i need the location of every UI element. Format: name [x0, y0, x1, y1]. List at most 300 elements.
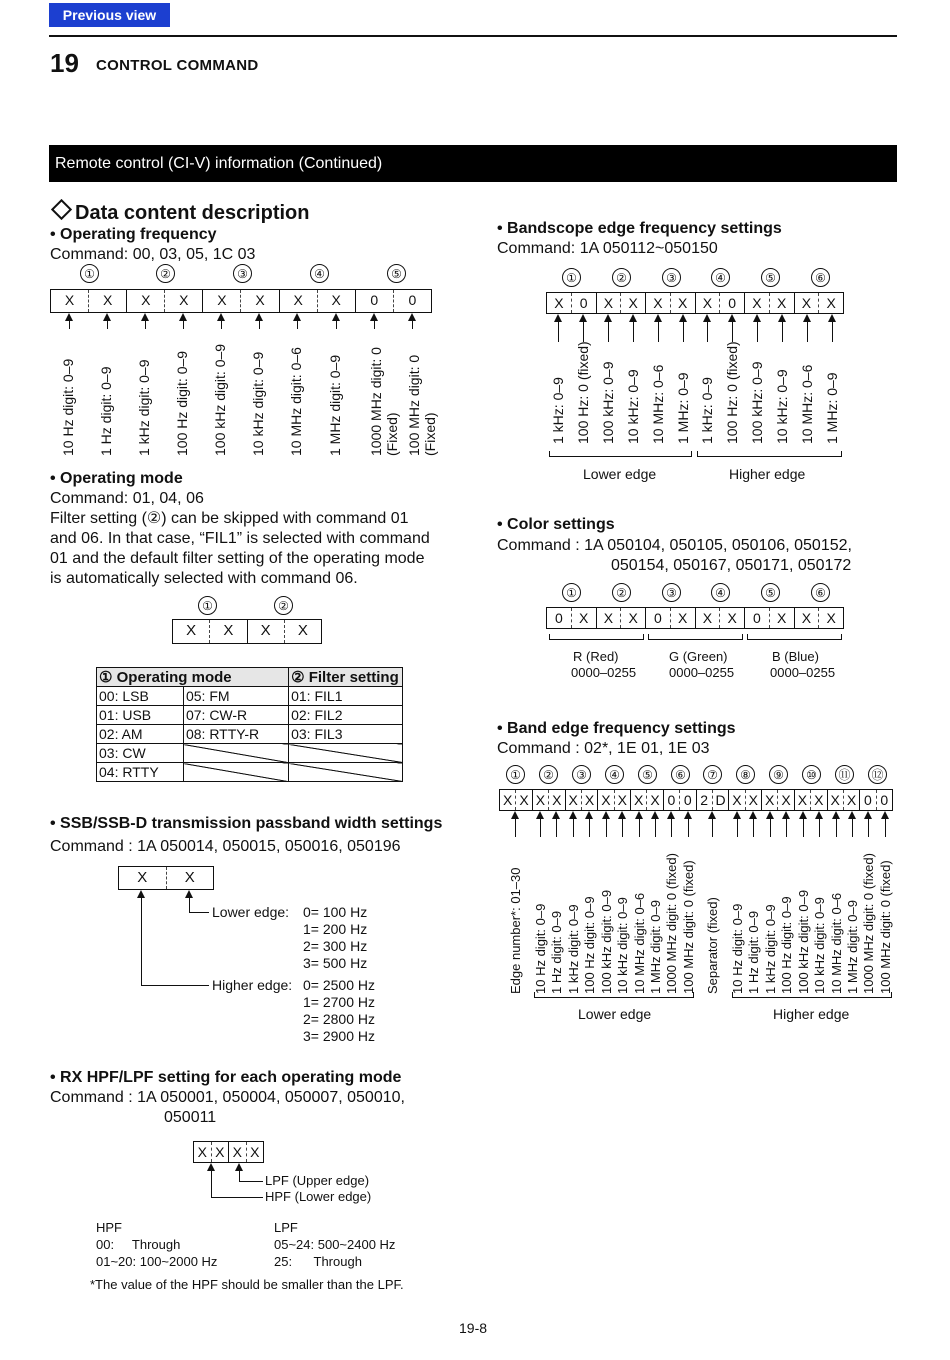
color-cell: X	[818, 608, 843, 628]
op-freq-cell: X	[164, 290, 202, 312]
rx-hpf-label: HPF (Lower edge)	[265, 1189, 372, 1204]
color-cell: 0	[554, 610, 563, 626]
band-edge-label: 1 Hz digit: 0–9	[746, 910, 761, 994]
arrow-stem	[836, 819, 837, 837]
arrow-stem	[819, 819, 820, 837]
arrow-up-icon	[881, 811, 889, 819]
band-edge-num: ⑩	[802, 765, 821, 784]
band-edge-cell: 0	[679, 790, 695, 810]
color-cell: 0	[645, 608, 670, 628]
arrow-up-icon	[217, 313, 225, 321]
rx-cell: X	[197, 1144, 207, 1160]
bandscope-num: ③	[662, 268, 681, 287]
arrow-up-icon	[667, 811, 675, 819]
arrow-up-icon	[137, 890, 145, 898]
arrow-stem	[608, 322, 609, 342]
bandscope-num: ⑤	[761, 268, 780, 287]
band-edge-label: 100 kHz digit: 0–9	[599, 889, 614, 994]
arrow-up-icon	[679, 314, 687, 322]
color-cell: X	[695, 608, 720, 628]
arrow-up-icon	[733, 811, 741, 819]
table-row	[97, 687, 403, 706]
op-freq-title: • Operating frequency	[50, 226, 217, 243]
ssb-lower-val: 3= 500 Hz	[303, 955, 368, 971]
band-edge-data-box	[499, 789, 893, 811]
op-mode-cell: X	[209, 620, 246, 643]
op-mode-title: • Operating mode	[50, 470, 183, 487]
arrow-up-icon	[728, 314, 736, 322]
arrow-stem	[655, 819, 656, 837]
band-edge-label: 100 MHz digit: 0 (fixed)	[878, 860, 893, 994]
op-freq-label: 1 Hz digit: 0–9	[98, 366, 114, 456]
color-blue-range: 0000–0255	[770, 665, 836, 680]
band-edge-cell: X	[843, 790, 859, 810]
table-row	[97, 725, 403, 744]
arrow-up-icon	[604, 314, 612, 322]
table-cell: 01: FIL1	[289, 687, 403, 706]
color-blue-brace	[747, 634, 842, 640]
rx-hpf-row: 00: Through	[96, 1237, 181, 1252]
bandscope-label: 10 kHz: 0–9	[625, 369, 641, 444]
arrow-up-icon	[629, 314, 637, 322]
table-cell: 02: AM	[97, 725, 184, 744]
rx-command-2: 050011	[164, 1109, 217, 1126]
ssb-lower-hline	[189, 912, 209, 913]
table-cell: 08: RTTY-R	[183, 725, 288, 744]
arrow-up-icon	[708, 811, 716, 819]
op-freq-num: ⑤	[387, 264, 406, 283]
rx-lpf-row: 05~24: 500~2400 Hz	[274, 1237, 396, 1252]
op-mode-table-header-mode: ① Operating mode	[97, 668, 289, 687]
band-edge-num: ④	[605, 765, 624, 784]
bandscope-label: 1 kHz: 0–9	[550, 377, 566, 444]
rx-lpf-row: 25: Through	[274, 1254, 362, 1269]
band-edge-cell: X	[794, 790, 810, 810]
op-freq-label: 100 MHz digit: 0	[406, 354, 422, 456]
band-edge-cell: 0	[859, 790, 875, 810]
band-edge-label: 100 MHz digit: 0 (fixed)	[681, 860, 696, 994]
arrow-stem	[852, 819, 853, 837]
band-edge-cell: 2	[696, 790, 712, 810]
op-mode-cell: X	[284, 620, 321, 643]
arrow-stem	[374, 321, 375, 329]
arrow-stem	[658, 322, 659, 342]
op-freq-num: ④	[310, 264, 329, 283]
rx-lpf-hline	[239, 1181, 263, 1182]
ssb-lower-val: 2= 300 Hz	[303, 938, 368, 954]
arrow-stem	[583, 322, 584, 342]
band-edge-label: Edge number*: 01–30	[508, 867, 523, 994]
op-freq-label: 10 Hz digit: 0–9	[60, 358, 76, 456]
rx-lpf-line	[239, 1170, 240, 1181]
color-red-range: 0000–0255	[571, 665, 637, 680]
band-edge-label: 10 Hz digit: 0–9	[533, 903, 548, 994]
bandscope-cell: X	[596, 293, 621, 313]
band-edge-cell: X	[581, 790, 597, 810]
op-freq-label: 1 MHz digit: 0–9	[327, 354, 343, 456]
op-freq-cell: 0	[393, 290, 431, 312]
color-cell: 0	[744, 608, 769, 628]
table-row	[97, 706, 403, 725]
table-cell: 02: FIL2	[289, 706, 403, 725]
rx-hpf-line	[211, 1170, 212, 1197]
arrow-up-icon	[684, 811, 692, 819]
arrow-up-icon	[753, 314, 761, 322]
band-edge-cell: X	[777, 790, 793, 810]
op-freq-label: 10 MHz digit: 0–6	[288, 347, 304, 456]
band-edge-cell: X	[565, 790, 581, 810]
bandscope-lower-brace	[549, 451, 692, 457]
op-freq-label: 1000 MHz digit: 0	[368, 347, 384, 456]
arrow-up-icon	[828, 314, 836, 322]
arrow-stem	[770, 819, 771, 837]
color-data-box	[546, 607, 844, 629]
bandscope-label: 100 Hz: 0 (fixed)	[724, 341, 740, 444]
color-red-name: R (Red)	[573, 649, 619, 664]
band-edge-cell: X	[810, 790, 826, 810]
arrow-up-icon	[65, 313, 73, 321]
band-edge-cell: X	[728, 790, 744, 810]
arrow-up-icon	[511, 811, 519, 819]
arrow-stem	[807, 322, 808, 342]
op-freq-label: 1 kHz digit: 0–9	[136, 359, 152, 456]
band-edge-num: ⑨	[769, 765, 788, 784]
band-edge-label: 100 kHz digit: 0–9	[796, 889, 811, 994]
band-edge-cell: X	[761, 790, 777, 810]
op-mode-desc-3: 01 and the default filter setting of the operating mode	[50, 550, 425, 567]
op-freq-label: 100 Hz digit: 0–9	[174, 350, 190, 456]
previous-view-button[interactable]: Previous view	[49, 3, 170, 27]
arrow-up-icon	[293, 313, 301, 321]
arrow-up-icon	[185, 890, 193, 898]
bandscope-cell: 0	[571, 293, 596, 313]
op-freq-data-box	[50, 289, 432, 313]
band-edge-cell: 0	[663, 790, 679, 810]
arrow-stem	[556, 819, 557, 837]
rx-cell: X	[228, 1142, 246, 1162]
table-cell: 05: FM	[183, 687, 288, 706]
rx-data-box	[193, 1141, 264, 1163]
ssb-data-box	[118, 866, 214, 890]
arrow-up-icon	[778, 314, 786, 322]
arrow-stem	[606, 819, 607, 837]
color-cell: X	[596, 608, 621, 628]
arrow-up-icon	[332, 313, 340, 321]
band-edge-label: 10 MHz digit: 0–6	[829, 892, 844, 994]
diamond-icon	[51, 199, 72, 220]
band-edge-label: 10 kHz digit: 0–9	[812, 897, 827, 994]
arrow-stem	[832, 322, 833, 342]
color-green-name: G (Green)	[669, 649, 728, 664]
rx-hpf-hline	[211, 1197, 263, 1198]
band-edge-cell: X	[548, 790, 564, 810]
band-edge-cell: X	[597, 790, 613, 810]
chapter-title: CONTROL COMMAND	[96, 57, 259, 74]
rx-command: Command : 1A 050001, 050004, 050007, 050010,	[50, 1089, 405, 1106]
ssb-lower-val: 1= 200 Hz	[303, 921, 368, 937]
arrow-up-icon	[832, 811, 840, 819]
op-freq-command: Command: 00, 03, 05, 1C 03	[50, 246, 256, 263]
op-mode-desc-2: and 06. In that case, “FIL1” is selected with command	[50, 530, 430, 547]
bandscope-cell: X	[670, 293, 695, 313]
arrow-up-icon	[635, 811, 643, 819]
arrow-stem	[868, 819, 869, 837]
color-num: ②	[612, 583, 631, 602]
arrow-stem	[558, 322, 559, 342]
op-freq-num: ①	[80, 264, 99, 283]
bandscope-label: 100 Hz: 0 (fixed)	[575, 341, 591, 444]
op-freq-label: 100 kHz digit: 0–9	[212, 343, 228, 456]
bandscope-lower-label: Lower edge	[583, 466, 657, 482]
band-edge-num: ⑥	[671, 765, 690, 784]
op-freq-label: 10 kHz digit: 0–9	[250, 351, 266, 456]
table-row	[97, 744, 403, 763]
arrow-stem	[412, 321, 413, 329]
band-edge-num: ⑧	[736, 765, 755, 784]
band-edge-label: 1 MHz digit: 0–9	[845, 900, 860, 994]
op-mode-table	[96, 667, 403, 782]
bandscope-cell: X	[818, 293, 843, 313]
bandscope-cell: X	[645, 293, 670, 313]
rx-hpf-row: 01~20: 100~2000 Hz	[96, 1254, 218, 1269]
arrow-up-icon	[602, 811, 610, 819]
op-mode-desc-4: is automatically selected with command 06.	[50, 570, 358, 587]
bandscope-cell: X	[769, 293, 794, 313]
bandscope-label: 10 MHz: 0–6	[650, 364, 666, 444]
band-edge-label: 10 Hz digit: 0–9	[730, 903, 745, 994]
op-mode-command: Command: 01, 04, 06	[50, 490, 204, 507]
band-edge-label: 1 Hz digit: 0–9	[549, 910, 564, 994]
band-edge-cell: X	[646, 790, 662, 810]
ssb-cell: X	[137, 869, 148, 886]
op-freq-label: (Fixed)	[384, 412, 400, 456]
band-edge-cell: X	[614, 790, 630, 810]
ssb-lower-label: Lower edge:	[212, 904, 290, 920]
arrow-up-icon	[703, 314, 711, 322]
bandscope-higher-label: Higher edge	[729, 466, 806, 482]
arrow-up-icon	[370, 313, 378, 321]
arrow-stem	[297, 321, 298, 329]
color-command-2: 050154, 050167, 050171, 050172	[611, 557, 852, 574]
bandscope-label: 100 kHz: 0–9	[749, 361, 765, 444]
table-cell: 00: LSB	[97, 687, 184, 706]
band-edge-title: • Band edge frequency settings	[497, 720, 736, 737]
op-freq-cell: 0	[355, 290, 393, 312]
arrow-stem	[589, 819, 590, 837]
rx-lpf-head: LPF	[274, 1220, 298, 1235]
bandscope-title: • Bandscope edge frequency settings	[497, 220, 782, 237]
section-title-text: Data content description	[75, 202, 310, 224]
arrow-up-icon	[552, 811, 560, 819]
bandscope-cell: X	[794, 293, 819, 313]
arrow-stem	[712, 819, 713, 837]
arrow-stem	[69, 321, 70, 329]
arrow-up-icon	[782, 811, 790, 819]
op-freq-cell: X	[202, 290, 240, 312]
table-cell: 01: USB	[97, 706, 184, 725]
op-freq-cell: X	[279, 290, 317, 312]
band-edge-label: 1 MHz digit: 0–9	[648, 900, 663, 994]
color-num: ⑤	[761, 583, 780, 602]
arrow-stem	[221, 321, 222, 329]
table-cell-empty	[289, 744, 403, 763]
ssb-higher-val: 1= 2700 Hz	[303, 994, 375, 1010]
band-edge-cell: X	[532, 790, 548, 810]
color-green-range: 0000–0255	[669, 665, 735, 680]
band-edge-num: ①	[506, 765, 525, 784]
ssb-higher-hline	[141, 985, 209, 986]
page-number: 19-8	[459, 1320, 488, 1336]
color-cell: X	[620, 608, 645, 628]
rx-note: *The value of the HPF should be smaller than the LPF.	[90, 1277, 404, 1292]
table-cell: 03: FIL3	[289, 725, 403, 744]
table-cell-empty	[183, 744, 288, 763]
bandscope-data-box	[546, 292, 844, 314]
arrow-stem	[737, 819, 738, 837]
band-edge-label: 100 Hz digit: 0–9	[582, 896, 597, 994]
ssb-title: • SSB/SSB-D transmission passband width settings	[50, 815, 443, 832]
arrow-up-icon	[585, 811, 593, 819]
arrow-stem	[671, 819, 672, 837]
color-num: ⑥	[811, 583, 830, 602]
bandscope-label: 1 MHz: 0–9	[675, 372, 691, 444]
band-edge-command: Command : 02*, 1E 01, 1E 03	[497, 740, 710, 757]
bandscope-cell: X	[695, 293, 720, 313]
band-edge-label: 1 kHz digit: 0–9	[763, 904, 778, 994]
bandscope-num: ④	[711, 268, 730, 287]
rx-title: • RX HPF/LPF setting for each operating mode	[50, 1069, 402, 1086]
band-edge-label: 1 kHz digit: 0–9	[566, 904, 581, 994]
color-blue-name: B (Blue)	[772, 649, 819, 664]
arrow-up-icon	[554, 314, 562, 322]
ssb-command: Command : 1A 050014, 050015, 050016, 050196	[50, 838, 401, 855]
arrow-stem	[688, 819, 689, 837]
arrow-up-icon	[654, 314, 662, 322]
op-mode-table-header-filter: ② Filter setting	[289, 668, 403, 687]
arrow-up-icon	[103, 313, 111, 321]
band-edge-higher-label: Higher edge	[773, 1006, 850, 1022]
arrow-up-icon	[579, 314, 587, 322]
arrow-stem	[622, 819, 623, 837]
color-green-brace	[648, 634, 743, 640]
bandscope-label: 1 MHz: 0–9	[824, 372, 840, 444]
color-cell: X	[670, 608, 695, 628]
ssb-higher-val: 2= 2800 Hz	[303, 1011, 375, 1027]
band-edge-cell: X	[827, 790, 843, 810]
arrow-stem	[540, 819, 541, 837]
color-cell: X	[719, 608, 744, 628]
band-edge-label: 100 Hz digit: 0–9	[779, 896, 794, 994]
arrow-up-icon	[408, 313, 416, 321]
table-cell-empty	[183, 763, 288, 782]
rx-hpf-head: HPF	[96, 1220, 122, 1235]
color-command: Command : 1A 050104, 050105, 050106, 050152,	[497, 537, 852, 554]
band-edge-label: 10 kHz digit: 0–9	[615, 897, 630, 994]
op-mode-data-box	[172, 619, 322, 644]
arrow-up-icon	[766, 811, 774, 819]
bandscope-command: Command: 1A 050112~050150	[497, 240, 718, 257]
arrow-up-icon	[848, 811, 856, 819]
band-edge-num: ⑦	[703, 765, 722, 784]
op-freq-label: (Fixed)	[422, 412, 438, 456]
op-freq-cell: X	[64, 292, 75, 308]
bandscope-label: 10 kHz: 0–9	[774, 369, 790, 444]
bandscope-num: ①	[562, 268, 581, 287]
op-freq-num: ②	[156, 264, 175, 283]
color-red-brace	[549, 634, 644, 640]
arrow-stem	[633, 322, 634, 342]
color-num: ①	[562, 583, 581, 602]
bandscope-num: ②	[612, 268, 631, 287]
arrow-stem	[107, 321, 108, 329]
op-freq-cell: X	[317, 290, 355, 312]
table-cell: 07: CW-R	[183, 706, 288, 725]
color-cell: X	[794, 608, 819, 628]
arrow-stem	[782, 322, 783, 342]
bandscope-label: 10 MHz: 0–6	[799, 364, 815, 444]
arrow-stem	[803, 819, 804, 837]
op-freq-num: ③	[233, 264, 252, 283]
band-edge-lower-brace	[534, 992, 694, 998]
arrow-up-icon	[749, 811, 757, 819]
arrow-stem	[515, 819, 516, 837]
rx-cell: X	[246, 1142, 264, 1162]
arrow-stem	[639, 819, 640, 837]
header-rule	[49, 35, 897, 37]
table-cell: 04: RTTY	[97, 763, 184, 782]
band-edge-lower-label: Lower edge	[578, 1006, 652, 1022]
arrow-stem	[757, 322, 758, 342]
arrow-stem	[573, 819, 574, 837]
arrow-stem	[885, 819, 886, 837]
band-edge-label: 10 MHz digit: 0–6	[632, 892, 647, 994]
band-edge-cell: X	[515, 790, 531, 810]
band-edge-label: 1000 MHz digit: 0 (fixed)	[861, 853, 876, 994]
ssb-higher-val: 0= 2500 Hz	[303, 977, 375, 993]
table-row	[97, 763, 403, 782]
ssb-higher-line	[141, 898, 142, 985]
op-freq-cell: X	[126, 290, 164, 312]
ssb-higher-label: Higher edge:	[212, 977, 293, 993]
band-edge-num: ⑫	[868, 765, 887, 784]
arrow-stem	[786, 819, 787, 837]
section-title	[50, 202, 309, 225]
band-edge-num: ⑪	[835, 765, 854, 784]
arrow-stem	[707, 322, 708, 342]
section-banner: Remote control (CI-V) information (Continued)	[49, 145, 897, 182]
ssb-lower-line	[189, 898, 190, 912]
bandscope-label: 1 kHz: 0–9	[699, 377, 715, 444]
arrow-stem	[732, 322, 733, 342]
arrow-stem	[183, 321, 184, 329]
arrow-up-icon	[179, 313, 187, 321]
arrow-up-icon	[255, 313, 263, 321]
arrow-up-icon	[864, 811, 872, 819]
op-mode-desc-1: Filter setting (②) can be skipped with command 01	[50, 510, 409, 527]
rx-cell: X	[211, 1142, 229, 1162]
bandscope-cell: X	[554, 295, 564, 311]
color-cell: X	[571, 608, 596, 628]
color-title: • Color settings	[497, 516, 615, 533]
arrow-up-icon	[803, 314, 811, 322]
op-freq-cell: X	[88, 290, 126, 312]
op-mode-cell: X	[247, 620, 284, 643]
bandscope-higher-brace	[697, 451, 842, 457]
bandscope-cell: X	[620, 293, 645, 313]
arrow-up-icon	[799, 811, 807, 819]
band-edge-num: ⑤	[638, 765, 657, 784]
color-cell: X	[769, 608, 794, 628]
